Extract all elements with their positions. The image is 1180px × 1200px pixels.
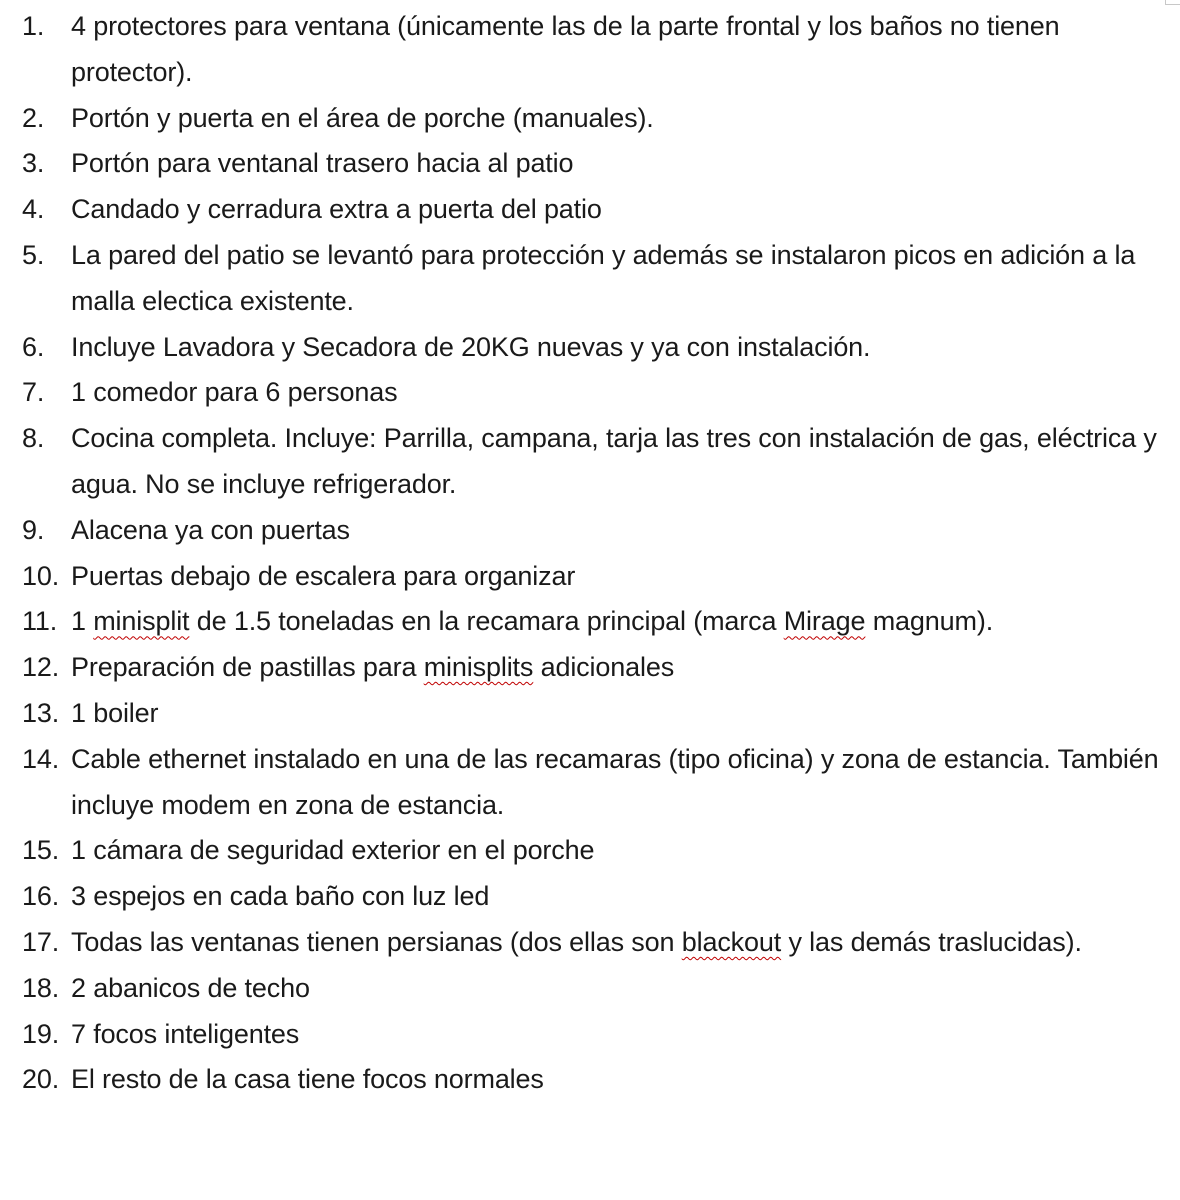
list-item xyxy=(22,141,1172,187)
spellcheck-flagged-word: blackout xyxy=(681,926,782,957)
list-item xyxy=(22,737,1172,829)
text-run: Cocina completa. Incluye: Parrilla, campana, tarja las tres con instalación de gas, eléctrica y agua. No se incluye refrigerador. xyxy=(71,423,1157,499)
list-item-number: 12. xyxy=(22,652,60,683)
list-item-number: 3. xyxy=(22,148,45,179)
spellcheck-flagged-word: minisplit xyxy=(93,606,190,637)
list-item-number: 9. xyxy=(22,514,45,545)
list-item-number: 10. xyxy=(22,560,60,591)
list-item-text xyxy=(71,103,654,133)
list-item-text xyxy=(71,881,489,911)
text-run: La pared del patio se levantó para protección y además se instalaron picos en adición a la malla electica existente. xyxy=(71,239,1136,316)
list-item xyxy=(22,874,1172,920)
list-item-number: 19. xyxy=(22,1018,60,1049)
text-run: 1 comedor para 6 personas xyxy=(71,377,398,408)
list-item xyxy=(22,187,1172,233)
text-run: Alacena ya con puertas xyxy=(71,514,350,545)
list-item xyxy=(22,370,1172,416)
list-item xyxy=(22,1057,1172,1103)
text-run: Cable ethernet instalado en una de las recamaras (tipo oficina) y zona de estancia. También incluye modem en zona de estancia. xyxy=(71,743,1159,820)
list-item xyxy=(22,828,1172,874)
list-item xyxy=(22,599,1172,645)
list-item-number: 1. xyxy=(22,11,45,41)
list-item-number: 6. xyxy=(22,331,45,362)
list-item-number: 7. xyxy=(22,377,45,408)
list-item-text xyxy=(71,1019,299,1049)
text-run: 7 focos inteligentes xyxy=(71,1018,300,1049)
list-item-text xyxy=(71,332,870,362)
text-run: 1 xyxy=(71,606,94,637)
list-item xyxy=(22,920,1172,966)
text-run: Candado y cerradura extra a puerta del patio xyxy=(71,194,602,225)
list-item xyxy=(22,96,1172,142)
text-run: 3 espejos en cada baño con luz led xyxy=(71,881,490,912)
text-run: Portón para ventanal trasero hacia al patio xyxy=(71,148,574,179)
text-run: El resto de la casa tiene focos normales xyxy=(71,1064,544,1095)
list-item-number: 16. xyxy=(22,881,60,912)
list-item-text xyxy=(71,561,575,591)
text-run: Puertas debajo de escalera para organizar xyxy=(71,560,576,591)
text-run: Incluye Lavadora y Secadora de 20KG nuevas y ya con instalación. xyxy=(71,331,871,362)
list-item-text xyxy=(71,11,1060,87)
list-item-text xyxy=(71,423,1157,499)
list-item-text xyxy=(71,744,1159,820)
text-run: 4 protectores para ventana (únicamente las de la parte frontal y los baños no tienen protector). xyxy=(71,11,1060,87)
text-run: 1 cámara de seguridad exterior en el porche xyxy=(71,835,595,866)
list-item-text xyxy=(71,515,350,545)
list-item xyxy=(22,416,1172,508)
text-run: y las demás traslucidas). xyxy=(781,926,1082,957)
list-item-text xyxy=(71,927,1082,957)
text-run: 1 boiler xyxy=(71,697,159,728)
list-item-text xyxy=(71,698,158,728)
list-item xyxy=(22,508,1172,554)
list-item-number: 8. xyxy=(22,423,45,454)
text-run: magnum). xyxy=(865,606,994,637)
list-item xyxy=(22,554,1172,600)
list-item-text xyxy=(71,194,602,224)
list-item-text xyxy=(71,652,674,682)
list-item-number: 15. xyxy=(22,835,60,866)
list-item-number: 5. xyxy=(22,239,45,270)
list-item-text xyxy=(71,377,397,407)
list-item-number: 11. xyxy=(22,606,58,637)
list-item-text xyxy=(71,835,594,865)
list-item-number: 20. xyxy=(22,1064,60,1095)
text-run: Todas las ventanas tienen persianas (dos ellas son xyxy=(71,926,682,957)
list-item-text xyxy=(71,606,993,636)
list-item-number: 2. xyxy=(22,102,45,133)
list-item-text xyxy=(71,1064,544,1094)
list-item-number: 18. xyxy=(22,972,60,1003)
spellcheck-flagged-word: minisplits xyxy=(423,652,534,683)
list-item xyxy=(22,325,1172,371)
list-item xyxy=(22,4,1172,96)
list-item-number: 17. xyxy=(22,926,60,957)
list-item-text xyxy=(71,148,573,178)
list-item-number: 4. xyxy=(22,194,45,225)
text-run: de 1.5 toneladas en la recamara principal (marca xyxy=(189,606,784,637)
spellcheck-flagged-word: Mirage xyxy=(783,606,866,637)
text-run: 2 abanicos de techo xyxy=(71,972,310,1003)
list-item xyxy=(22,966,1172,1012)
list-item xyxy=(22,691,1172,737)
text-run: adicionales xyxy=(533,652,675,683)
list-item-number: 14. xyxy=(22,743,60,774)
list-item xyxy=(22,233,1172,325)
numbered-list xyxy=(22,4,1172,1103)
list-item-number: 13. xyxy=(22,697,60,728)
list-item-text xyxy=(71,973,310,1003)
text-run: Preparación de pastillas para xyxy=(71,652,424,683)
list-item xyxy=(22,645,1172,691)
list-item-text xyxy=(71,240,1135,316)
list-item xyxy=(22,1012,1172,1058)
text-run: Portón y puerta en el área de porche (manuales). xyxy=(71,102,654,133)
